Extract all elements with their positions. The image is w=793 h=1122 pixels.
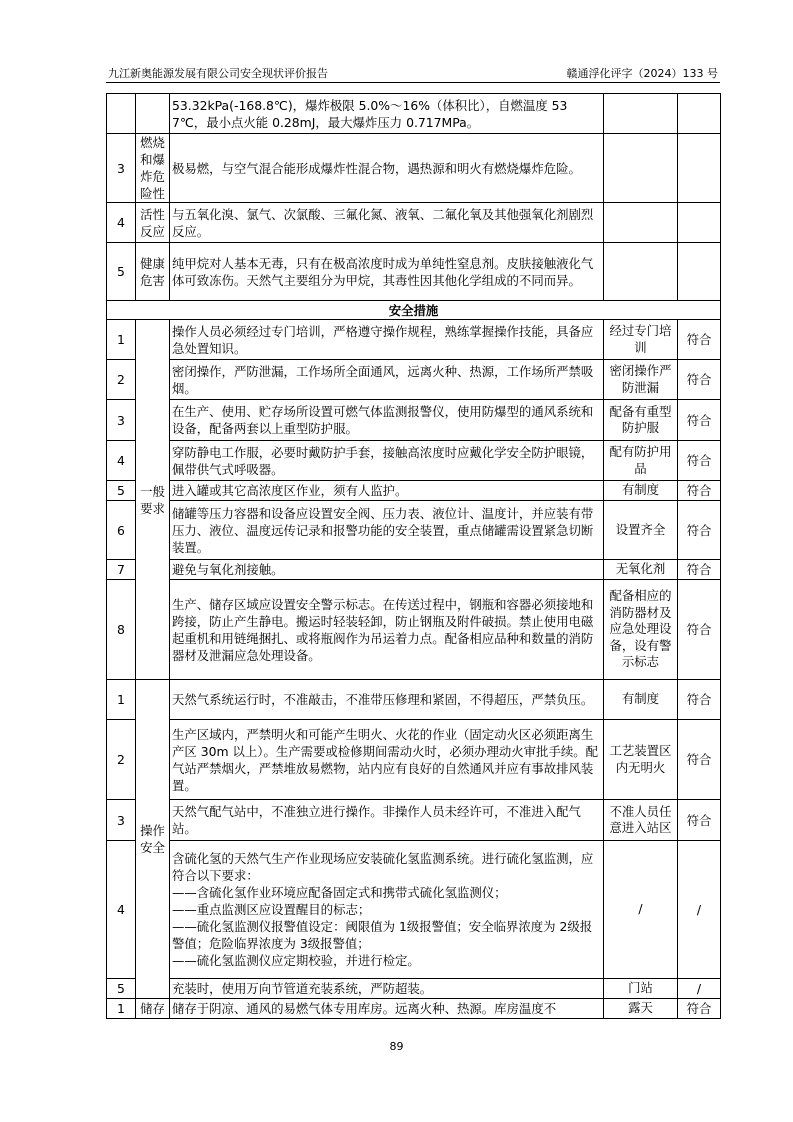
row-status xyxy=(604,203,678,243)
table-row xyxy=(107,680,721,720)
row-category xyxy=(136,94,170,134)
table-row xyxy=(107,360,721,400)
row-number: 7 xyxy=(107,560,136,580)
row-status: 密闭操作严防泄漏 xyxy=(604,360,678,400)
row-number: 1 xyxy=(107,680,136,720)
table-row xyxy=(107,320,721,360)
row-result: 符合 xyxy=(678,360,721,400)
table-row xyxy=(107,94,721,134)
row-category: 活性反应 xyxy=(136,203,170,243)
row-result xyxy=(678,243,721,301)
row-description: 储罐等压力容器和设备应设置安全阀、压力表、液位计、温度计，并应装有带压力、液位、温度远传记录和报警功能的安全装置，重点储罐需设置紧急切断装置。 xyxy=(170,501,604,560)
row-status: 设置齐全 xyxy=(604,501,678,560)
row-description: 53.32kPa(-168.8℃)，爆炸极限 5.0%～16%（体积比），自燃温度 537℃，最小点火能 0.28mJ，最大爆炸压力 0.717MPa。 xyxy=(170,94,604,134)
row-number: 3 xyxy=(107,134,136,203)
row-description: 生产区域内，严禁明火和可能产生明火、火花的作业（固定动火区必须距离生产区 30m 以上）。生产需要或检修期间需动火时，必须办理动火审批手续。配气站严禁烟火，严禁堆放易燃物，站内应有良好的自然通风并应有事故排风装置。 xyxy=(170,720,604,800)
row-result: 符合 xyxy=(678,999,721,1019)
row-description: 进入罐或其它高浓度区作业，须有人监护。 xyxy=(170,481,604,501)
row-number: 4 xyxy=(107,441,136,481)
row-description: 储存于阴凉、通风的易燃气体专用库房。远离火种、热源。库房温度不 xyxy=(170,999,604,1019)
row-result: 符合 xyxy=(678,481,721,501)
row-description: 生产、储存区域应设置安全警示标志。在传送过程中，钢瓶和容器必须接地和跨接，防止产生静电。搬运时轻装轻卸，防止钢瓶及附件破损。禁止使用电磁起重机和用链绳捆扎、或将瓶阀作为吊运着力点。配备相应品种和数量的消防器材及泄漏应急处理设备。 xyxy=(170,580,604,680)
row-status: 露天 xyxy=(604,999,678,1019)
safety-table xyxy=(106,93,721,1019)
row-category: 燃烧和爆炸危险性 xyxy=(136,134,170,203)
row-description xyxy=(170,841,604,979)
header-divider xyxy=(106,82,720,83)
row-description: 穿防静电工作服，必要时戴防护手套，接触高浓度时应戴化学安全防护眼镜，佩带供气式呼吸器。 xyxy=(170,441,604,481)
row-status: 工艺装置区内无明火 xyxy=(604,720,678,800)
row-description: 天然气配气站中，不准独立进行操作。非操作人员未经许可，不准进入配气站。 xyxy=(170,800,604,841)
row-number: 5 xyxy=(107,481,136,501)
row-result: 符合 xyxy=(678,680,721,720)
row-number: 1 xyxy=(107,320,136,360)
table-row xyxy=(107,400,721,441)
row-result: 符合 xyxy=(678,501,721,560)
row-number: 4 xyxy=(107,203,136,243)
row-number xyxy=(107,94,136,134)
row-status: 配备有重型防护服 xyxy=(604,400,678,441)
table-row xyxy=(107,501,721,560)
row-description: 操作人员必须经过专门培训，严格遵守操作规程，熟练掌握操作技能，具备应急处置知识。 xyxy=(170,320,604,360)
row-status: 经过专门培训 xyxy=(604,320,678,360)
row-status: 门站 xyxy=(604,979,678,999)
row-number: 5 xyxy=(107,243,136,301)
desc-line: ——含硫化氢作业环境应配备固定式和携带式硫化氢监测仪； xyxy=(172,885,507,900)
header-company-title: 九江新奥能源发展有限公司安全现状评价报告 xyxy=(108,67,328,80)
row-result: 符合 xyxy=(678,320,721,360)
desc-line: 含硫化氢的天然气生产作业现场应安装硫化氢监测系统。进行硫化氢监测，应符合以下要求： xyxy=(172,851,594,883)
section-title: 安全措施 xyxy=(107,301,721,320)
desc-line: ——硫化氢监测仪报警值设定：阈限值为 1级报警值；安全临界浓度为 2级报警值；危险临界浓度为 3级报警值； xyxy=(172,919,593,951)
row-status: 配有防护用品 xyxy=(604,441,678,481)
row-description: 与五氧化溴、氯气、次氯酸、三氟化氮、液氧、二氟化氧及其他强氧化剂剧烈反应。 xyxy=(170,203,604,243)
row-result: 符合 xyxy=(678,800,721,841)
row-category: 健康危害 xyxy=(136,243,170,301)
row-description: 纯甲烷对人基本无毒，只有在极高浓度时成为单纯性窒息剂。皮肤接触液化气体可致冻伤。天然气主要组分为甲烷，其毒性因其他化学组成的不同而异。 xyxy=(170,243,604,301)
row-result: 符合 xyxy=(678,720,721,800)
row-status xyxy=(604,94,678,134)
desc-line: ——重点监测区应设置醒目的标志； xyxy=(172,902,371,917)
row-number: 1 xyxy=(107,999,136,1019)
category-operation: 操作安全 xyxy=(136,680,170,999)
row-status xyxy=(604,243,678,301)
table-row xyxy=(107,441,721,481)
row-number: 5 xyxy=(107,979,136,999)
row-description: 密闭操作，严防泄漏，工作场所全面通风，远离火种、热源，工作场所严禁吸烟。 xyxy=(170,360,604,400)
row-result: 符合 xyxy=(678,560,721,580)
row-number: 3 xyxy=(107,800,136,841)
row-number: 4 xyxy=(107,841,136,979)
row-status: 无氧化剂 xyxy=(604,560,678,580)
table-row xyxy=(107,800,721,841)
row-result xyxy=(678,203,721,243)
row-number: 2 xyxy=(107,720,136,800)
row-result xyxy=(678,134,721,203)
row-result: 符合 xyxy=(678,441,721,481)
row-status: 有制度 xyxy=(604,481,678,501)
row-status: 不准人员任意进入站区 xyxy=(604,800,678,841)
row-result: 符合 xyxy=(678,580,721,680)
row-description: 极易燃，与空气混合能形成爆炸性混合物，遇热源和明火有燃烧爆炸危险。 xyxy=(170,134,604,203)
table-row xyxy=(107,979,721,999)
row-description: 在生产、使用、贮存场所设置可燃气体监测报警仪，使用防爆型的通风系统和设备，配备两套以上重型防护服。 xyxy=(170,400,604,441)
table-row xyxy=(107,243,721,301)
table-row xyxy=(107,999,721,1019)
row-description: 充装时，使用万向节管道充装系统，严防超装。 xyxy=(170,979,604,999)
row-number: 6 xyxy=(107,501,136,560)
page-header xyxy=(108,65,718,81)
table-row xyxy=(107,560,721,580)
table-row xyxy=(107,720,721,800)
table-row xyxy=(107,203,721,243)
row-result xyxy=(678,94,721,134)
page-number: 89 xyxy=(389,1040,404,1053)
desc-line: ——硫化氢监测仪应定期校验，并进行检定。 xyxy=(172,953,420,968)
row-number: 3 xyxy=(107,400,136,441)
category-general: 一般要求 xyxy=(136,320,170,680)
row-description: 天然气系统运行时，不准敲击，不准带压修理和紧固，不得超压，严禁负压。 xyxy=(170,680,604,720)
table-row xyxy=(107,481,721,501)
section-heading-row xyxy=(107,301,721,320)
row-result: / xyxy=(678,841,721,979)
table-row xyxy=(107,134,721,203)
row-result: / xyxy=(678,979,721,999)
row-number: 2 xyxy=(107,360,136,400)
row-status: / xyxy=(604,841,678,979)
row-status: 有制度 xyxy=(604,680,678,720)
row-result: 符合 xyxy=(678,400,721,441)
category-storage: 储存 xyxy=(136,999,170,1019)
row-status xyxy=(604,134,678,203)
row-number: 8 xyxy=(107,580,136,680)
header-report-number: 赣通浮化评字（2024）133 号 xyxy=(566,67,718,80)
table-row xyxy=(107,580,721,680)
row-description: 避免与氧化剂接触。 xyxy=(170,560,604,580)
table-row xyxy=(107,841,721,979)
row-status: 配备相应的消防器材及应急处理设备，设有警示标志 xyxy=(604,580,678,680)
